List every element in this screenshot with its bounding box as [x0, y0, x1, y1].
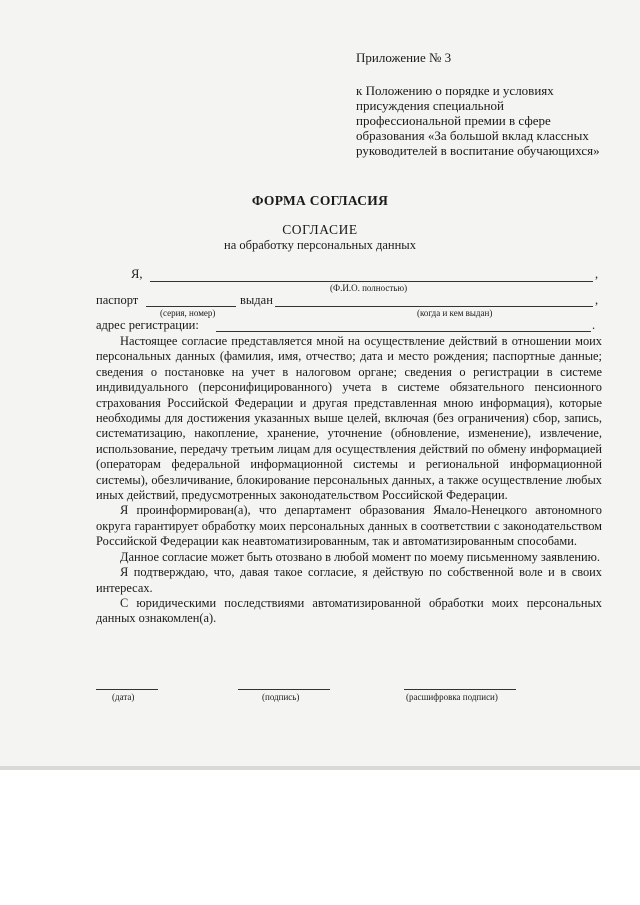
passport-line-end: ,	[595, 293, 599, 307]
address-line-end: .	[592, 318, 596, 332]
form-title: ФОРМА СОГЛАСИЯ	[251, 193, 389, 208]
series-hint: (серия, номер)	[160, 308, 216, 318]
issued-hint: (когда и кем выдан)	[417, 308, 493, 318]
passport-number-line	[146, 306, 236, 307]
decode-label: (расшифровка подписи)	[406, 692, 498, 702]
signature-line	[238, 689, 330, 690]
fio-hint: (Ф.И.О. полностью)	[330, 283, 408, 293]
appendix-text: к Положению о порядке и условиях присуждения специальной профессиональной премии в сфере образования «За большой вклад классных руководителей в воспитание обучающихся»	[356, 83, 600, 158]
fio-line-end: ,	[595, 267, 599, 281]
paragraph-consent: Настоящее согласие представляется мной на осуществление действий в отношении моих персональных данных (фамилия, имя, отчество; дата и место рождения; паспортные данные; сведения о постановке на учет в налоговом органе; сведения о регистрации в системе индивидуального (персонифицированного) учета в системе обязательного пенсионного страхования Российской Федерации и другая представленная мною информация), которые необходимы для достижения указанных выше целей, включая (без ограничения) сбор, запись, систематизацию, накопление, хранение, уточнение (обновление, изменение), извлечение, использование, передачу третьим лицам для осуществления действий по обмену информацией (операторам федеральной информационной системы и региональной информационной системы), обезличивание, блокирование персональных данных, а также осуществление любых иных действий, предусмотренных законодательством Российской Федерации.	[96, 334, 602, 503]
address-label: адрес регистрации:	[96, 318, 199, 332]
paragraph-acknowledge: С юридическими последствиями автоматизированной обработки моих персональных данных ознакомлен(а).	[96, 595, 602, 626]
i-label: Я,	[131, 267, 143, 281]
paragraph-revoke: Данное согласие может быть отозвано в любой момент по моему письменному заявлению.	[120, 549, 600, 564]
signature-label: (подпись)	[262, 692, 300, 702]
appendix-block	[356, 50, 606, 158]
document-title: СОГЛАСИЕ	[282, 222, 358, 237]
paragraph-informed: Я проинформирован(а), что департамент образования Ямало-Ненецкого автономного округа гарантирует обработку моих персональных данных в соответствии с законодательством Российской Федерации как неавтоматизированным, так и автоматизированным способами.	[96, 503, 602, 549]
appendix-number: Приложение № 3	[356, 50, 452, 65]
consent-body	[96, 334, 602, 627]
date-label: (дата)	[112, 692, 135, 702]
address-line	[216, 331, 591, 332]
issued-line	[275, 306, 593, 307]
document-subtitle: на обработку персональных данных	[224, 238, 416, 252]
decode-line	[404, 689, 516, 690]
scan-edge	[0, 766, 640, 770]
passport-label: паспорт	[96, 293, 139, 307]
date-line	[96, 689, 158, 690]
paragraph-confirm: Я подтверждаю, что, давая такое согласие, я действую по собственной воле и в своих интересах.	[96, 565, 602, 595]
issued-label: выдан	[240, 293, 273, 307]
fio-line	[150, 281, 593, 282]
